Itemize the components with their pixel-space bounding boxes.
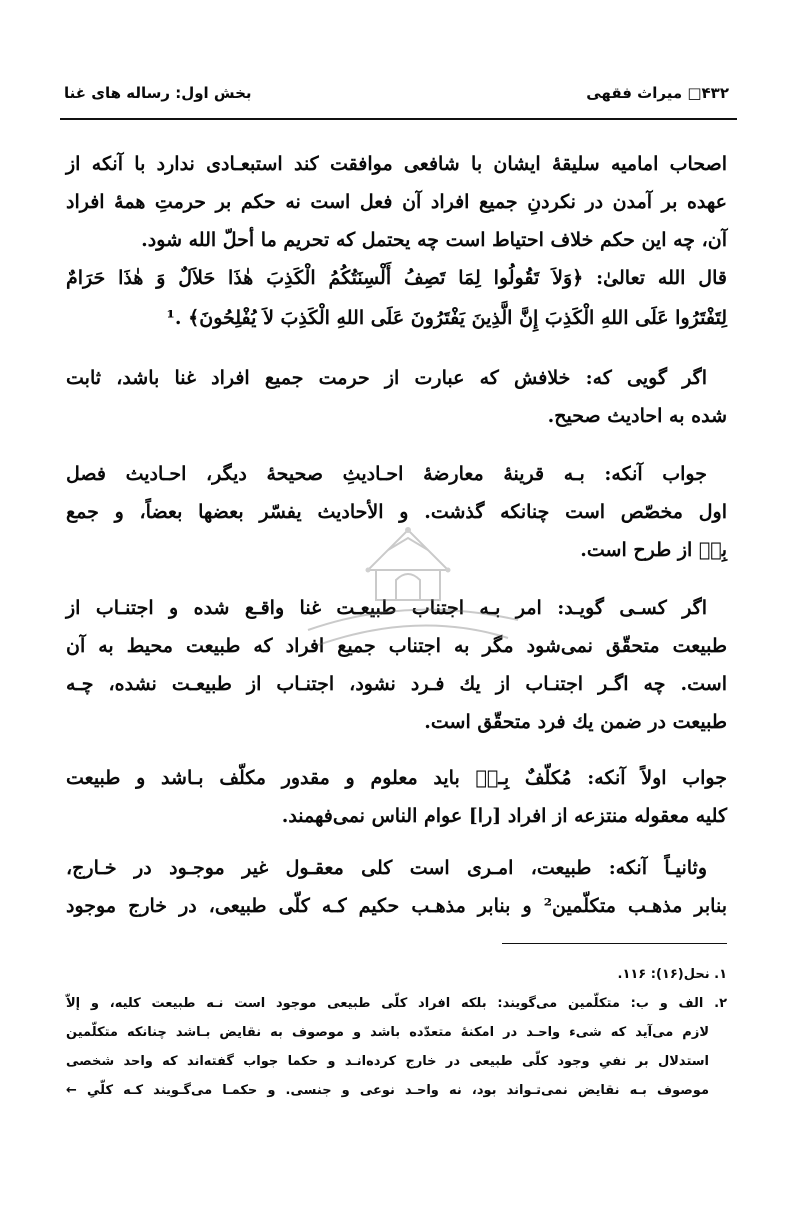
- body-line: اصحاب امامیه سلیقهٔ ایشان با شافعی موافقت کند استبعـادی ندارد با آنکه از: [66, 153, 727, 175]
- body-line: اگر کسـی گویـد: امر بـه اجتناب طبیعـت غنا واقـع شده و اجتنـاب از: [66, 597, 707, 619]
- body-line: وثانیـاً آنکه: طبیعت، امـری است کلی معقـول غیر موجـود در خـارج،: [66, 857, 707, 879]
- body-line: است. چه اگـر اجتنـاب از یك فـرد نشود، اجتنـاب از طبیعـت نشده، چـه: [66, 673, 727, 695]
- body-line: بِهٖ از طرح است.: [580, 539, 727, 561]
- body-line: جواب اولاً آنکه: مُکلّفٌ بِـهٖ باید معلوم و مقدور مکلّف بـاشد و طبیعت: [66, 767, 727, 789]
- body-line: کلیه معقوله منتزعه از افراد [را] عوام الناس نمی‌فهمند.: [281, 805, 727, 827]
- page-title: ۴۳۲□ میراث فقهی: [586, 84, 729, 102]
- body-line: طبیعت در ضمن یك فرد متحقّق است.: [424, 711, 727, 733]
- footnote-line: ۱. نحل(۱۶): ۱۱۶.: [617, 967, 727, 982]
- quran-verse-line: لِتَفْتَرُوا عَلَى اللهِ الْكَذِبَ إِنَّ الَّذِينَ يَفْتَرُونَ عَلَى اللهِ الْكَذِبَ لاَ يُفْلِحُونَ﴾ .¹: [166, 307, 727, 329]
- footnote-line: ۲. الف و ب: متکلّمین می‌گویند: بلکه افراد کلّی طبیعی موجود است نـه طبیعت کلیه، و إلاّ: [66, 996, 727, 1011]
- body-line: آن، چه این حکم خلاف احتیاط است چه یحتمل که تحریم ما أحلّ الله شود.: [141, 229, 727, 251]
- body-line: جواب آنکه: بـه قرینهٔ معارضهٔ احـادیثِ صحیحهٔ دیگر، احـادیث فصل: [66, 463, 707, 485]
- body-line: عهده بر آمدن در نکردنِ جمیع افراد آن فعل است نه حکم بر حرمتِ همهٔ افراد: [66, 191, 727, 213]
- quran-verse-line: قال الله تعالیٰ: ﴿وَلاَ تَقُولُوا لِمَا تَصِفُ أَلْسِنَتُكُمُ الْكَذِبَ هٰذَا حَلاَلٌ وَ هٰذَا حَرَامٌ: [66, 267, 727, 289]
- footnote-divider: [502, 943, 727, 944]
- body-line: بنابر مذهـب متکلّمین² و بنابر مذهـب حکیم کـه کلّی طبیعی، در خارج موجود: [66, 895, 727, 917]
- header-divider: [60, 118, 737, 120]
- footnote-line: لازم می‌آید که شیء واحـد در امکنهٔ متعدّده باشد و موصوف به نقایض بـاشد چنانکه متکلّمین: [66, 1025, 709, 1040]
- body-line: طبیعت متحقّق نمی‌شود مگر به اجتناب جمیع افراد که طبیعت محیط به آن: [66, 635, 727, 657]
- body-line: اگر گویی که: خلافش که عبارت از حرمت جمیع افراد غنا باشد، ثابت: [66, 367, 707, 389]
- body-line: اول مخصّص است چنانکه گذشت. و الأحادیث یفسّر بعضها بعضاً، و جمع: [66, 501, 727, 523]
- body-line: شده به احادیث صحیح.: [547, 405, 727, 427]
- footnote-line: استدلال بر نفیِ وجود کلّی طبیعی در خارج کرده‌انـد و حکما جواب گفته‌اند که واحد شخصی: [66, 1054, 709, 1069]
- footnote-line: موصوف بـه نقایض نمی‌تـواند بود، نه واحـد نوعی و جنسی. و حکمـا می‌گـویند کـه کلّیِ ←: [66, 1083, 709, 1098]
- library-watermark-icon: [268, 500, 548, 670]
- section-title: بخش اول: رساله های غنا: [64, 84, 252, 102]
